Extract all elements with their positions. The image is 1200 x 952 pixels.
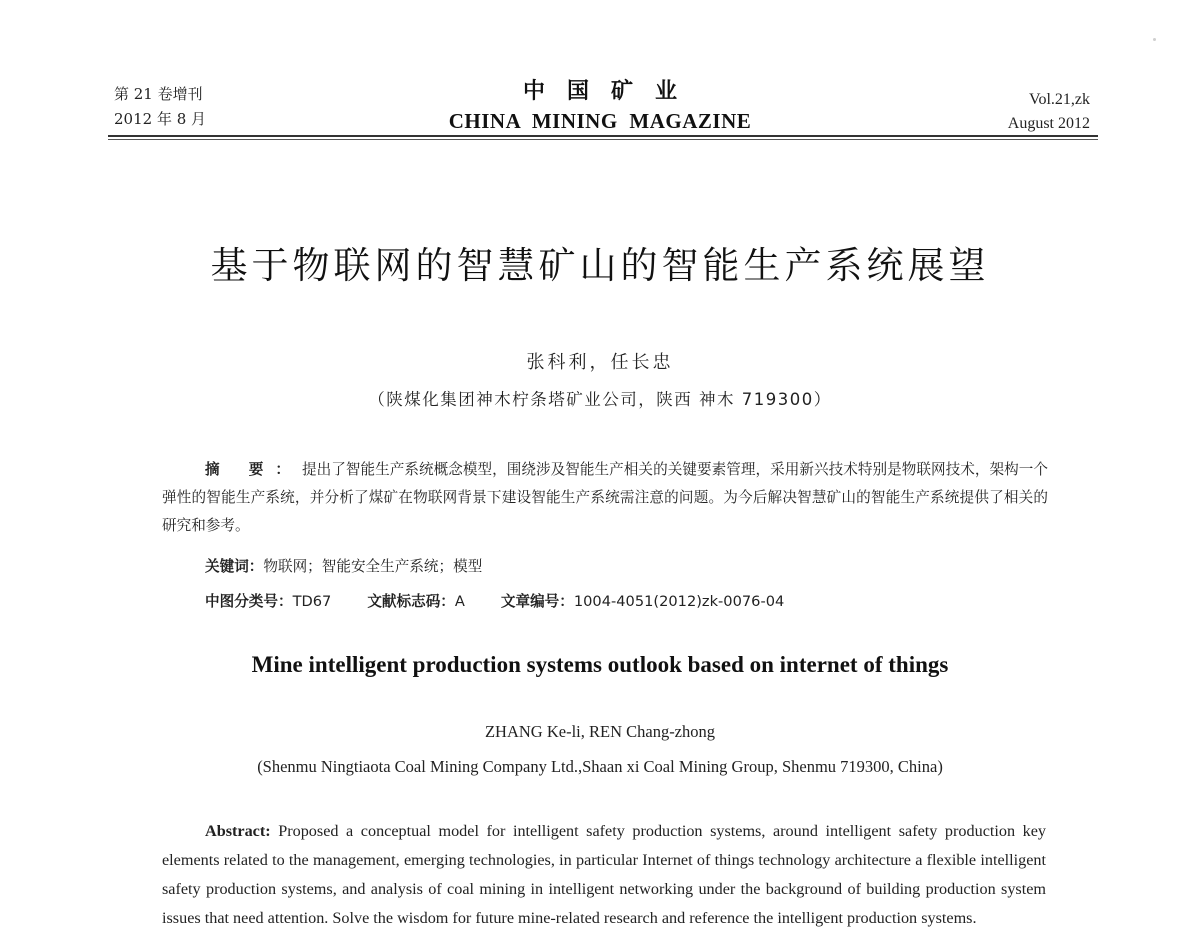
article-number-value: 1004-4051(2012)zk-0076-04 [573,593,785,610]
authors-cn: 张科利，任长忠 [526,352,674,373]
header-rule-thick [108,135,1098,137]
affiliation-cn: （陕煤化集团神木柠条塔矿业公司，陕西 神木 719300） [368,390,832,409]
clc-label: 中图分类号： [205,593,293,610]
paper-title-en: Mine intelligent production systems outlook based on internet of things [251,652,949,677]
abstract-en-text: Proposed a conceptual model for intelligent safety production systems, around intelligent safety production key elements related to the management, emerging technologies, in particular Internet of things technology architecture a flexible intelligent safety production systems, and analysis of coal mining in intelligent networking under the background of building production system issues that need attention. Solve the wisdom for future mine-related research and reference the intelligent production systems. [162,822,1047,927]
authors-en: ZHANG Ke-li, REN Chang-zhong [484,722,716,741]
paper-title-cn: 基于物联网的智慧矿山的智能生产系统展望 [210,244,990,287]
keywords-cn-label: 关键词： [205,558,264,575]
keywords-cn-text: 物联网；智能安全生产系统；模型 [263,558,483,575]
header-volume-en: Vol.21,zk [1028,91,1090,108]
header-volume-info [1008,88,1090,136]
abstract-cn [162,456,1048,540]
journal-name-cn: 中国矿业 [522,79,699,104]
abstract-cn-label: 摘 要： [205,461,302,478]
header-volume-cn: 第 21 卷增刊 [114,85,203,103]
keywords-cn [205,555,482,576]
journal-name-en: CHINA MINING MAGAZINE [448,109,752,133]
affiliation-en: (Shenmu Ningtiaota Coal Mining Company Ltd.,Shaan xi Coal Mining Group, Shenmu 719300, China) [257,757,943,776]
classification-line [205,590,784,611]
abstract-en [162,817,1046,933]
header-date-cn: 2012 年 8 月 [114,110,207,128]
clc-value: TD67 [292,593,332,610]
scan-speck [1153,38,1156,41]
doc-code-label: 文献标志码： [367,593,455,610]
article-number-label: 文章编号： [500,593,574,610]
abstract-cn-text: 提出了智能生产系统概念模型，围绕涉及智能生产相关的关键要素管理，采用新兴技术特别是物联网技术，架构一个弹性的智能生产系统，并分析了煤矿在物联网背景下建设智能生产系统需注意的问题。为今后解决智慧矿山的智能生产系统提供了相关的研究和参考。 [162,461,1048,534]
header-rule-thin [108,139,1098,140]
header-date-en: August 2012 [1007,115,1090,132]
abstract-en-label: Abstract: [205,822,271,840]
doc-code-value: A [454,593,465,610]
